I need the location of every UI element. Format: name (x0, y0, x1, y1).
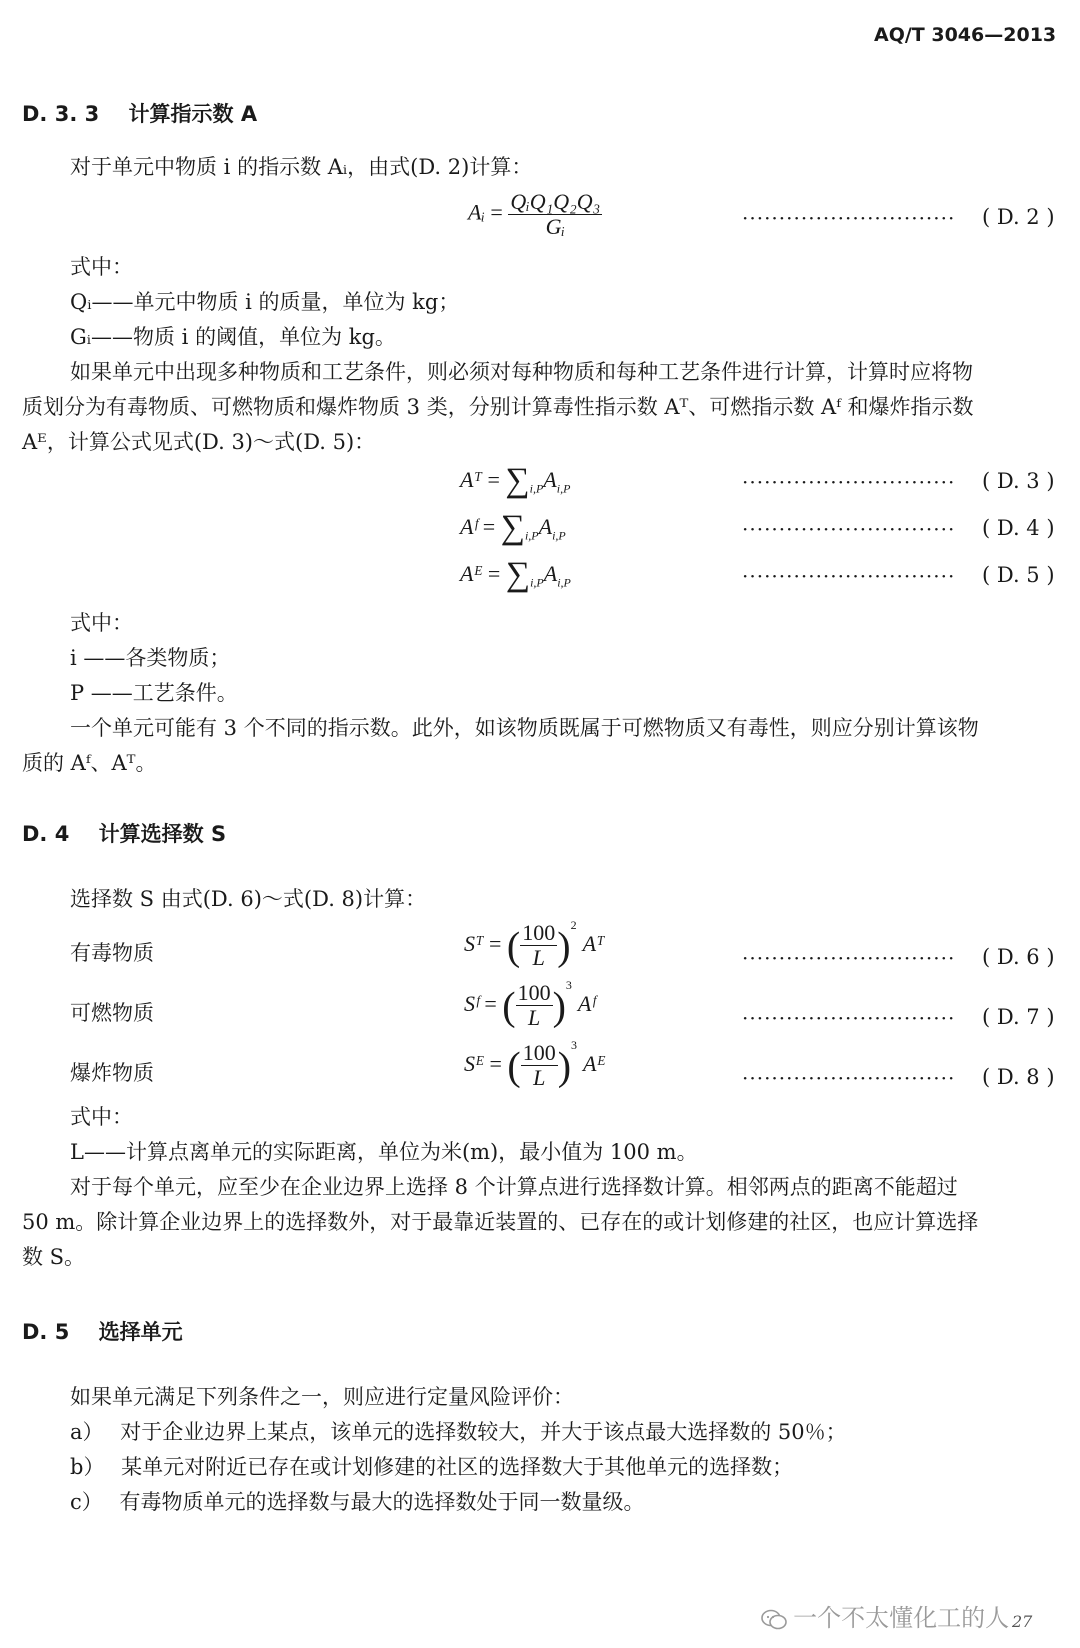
list-marker: a） (70, 1420, 104, 1444)
page-number: 27 (1012, 1612, 1033, 1631)
list-marker: b） (70, 1455, 105, 1479)
watermark-text: 一个不太懂化工的人 (793, 1604, 1010, 1632)
paragraph-line: 质划分为有毒物质、可燃物质和爆炸物质 3 类，分别计算毒性指示数 Aᵀ、可燃指示数 Aᶠ 和爆炸指示数 (22, 395, 974, 419)
equation-d8: Sᴱ = ( $\frac{100}{L}$ )$^3$Aᴱ (464, 1038, 606, 1091)
section-title: 计算选择数 S (98, 822, 227, 846)
definition-qi: Qᵢ——单元中物质 i 的质量，单位为 kg； (70, 290, 460, 314)
eq-rhs: A (543, 561, 558, 586)
eq-denominator: L (533, 1065, 546, 1091)
eq-numerator: 100 (517, 980, 551, 1006)
equation-label: ( D. 4 ) (982, 516, 1055, 540)
equation-label: ( D. 6 ) (982, 945, 1055, 969)
equation-label: ( D. 3 ) (982, 469, 1055, 493)
paragraph: 选择数 S 由式(D. 6)～式(D. 8)计算： (70, 887, 427, 911)
where-label: 式中： (70, 611, 133, 635)
eq-sub: i,P (530, 575, 544, 590)
paragraph-line: 对于每个单元，应至少在企业边界上选择 8 个计算点进行选择数计算。相邻两点的距离不能超过 (70, 1175, 958, 1199)
paragraph-line: 如果单元中出现多种物质和工艺条件，则必须对每种物质和每种工艺条件进行计算，计算时应将物 (70, 360, 973, 384)
paragraph-line: Aᴱ，计算公式见式(D. 3)～式(D. 5)： (22, 430, 376, 454)
list-item-text: 对于企业边界上某点，该单元的选择数较大，并大于该点最大选择数的 50％； (120, 1420, 847, 1444)
eq-lhs: Sᶠ (464, 991, 479, 1016)
eq-denominator: L (532, 945, 545, 971)
section-title: 选择单元 (98, 1320, 183, 1344)
section-number: D. 5 (22, 1320, 70, 1344)
dot-leader: ····························· (742, 564, 956, 588)
paragraph: 对于单元中物质 i 的指示数 Aᵢ，由式(D. 2)计算： (70, 155, 533, 179)
definition-l: L——计算点离单元的实际距离，单位为米(m)，最小值为 100 m。 (70, 1140, 698, 1164)
equation-label: ( D. 2 ) (982, 205, 1055, 229)
list-item-text: 某单元对附近已存在或计划修建的社区的选择数大于其他单元的选择数； (121, 1455, 794, 1479)
dot-leader: ····························· (742, 206, 956, 230)
eq-sub: i,P (557, 575, 571, 590)
list-item (70, 1450, 793, 1484)
section-heading-d4 (22, 818, 226, 848)
equation-d3: Aᵀ = $\sum_{i,P}A_{i,P}$ (460, 462, 571, 499)
eq-tail: Aᴱ (583, 1051, 606, 1076)
eq-lhs: Sᴱ (464, 1051, 484, 1076)
list-marker: c） (70, 1490, 103, 1514)
eq-numerator: 100 (522, 920, 556, 946)
section-number: D. 3. 3 (22, 102, 100, 126)
equation-d5: Aᴱ = $\sum_{i,P}A_{i,P}$ (460, 556, 571, 593)
substance-name: 可燃物质 (70, 1001, 154, 1025)
eq-exponent: 3 (571, 1038, 578, 1052)
paragraph-line: 50 m。除计算企业边界上的选择数外，对于最靠近装置的、已存在的或计划修建的社区，也应计算选择 (22, 1210, 979, 1234)
equation-d4: Aᶠ = $\sum_{i,P}A_{i,P}$ (460, 509, 566, 546)
watermark (760, 1598, 1009, 1636)
dot-leader: ····························· (742, 1066, 956, 1090)
eq-denominator: L (527, 1005, 541, 1031)
eq-sub: i,P (529, 481, 544, 496)
eq-tail: Aᵀ (582, 931, 605, 956)
eq-denominator: Gᵢ (545, 214, 566, 239)
eq-sub: i,P (524, 528, 539, 543)
eq-lhs: Aᴱ (460, 561, 483, 586)
eq-rhs: A (538, 514, 553, 539)
equation-label: ( D. 5 ) (982, 563, 1055, 587)
substance-name: 爆炸物质 (70, 1061, 154, 1085)
section-heading-d33 (22, 98, 257, 128)
definition-i: i ——各类物质； (70, 646, 231, 670)
eq-lhs: Sᵀ (464, 931, 484, 956)
eq-numerator: QᵢQ₁Q₂Q₃ (510, 189, 601, 214)
paragraph-line: 数 S。 (22, 1245, 86, 1269)
equation-label: ( D. 7 ) (982, 1005, 1055, 1029)
definition-p: P ——工艺条件。 (70, 681, 238, 705)
eq-rhs: A (543, 467, 557, 492)
standard-code: AQ/T 3046—2013 (874, 24, 1057, 46)
eq-sub: i,P (552, 528, 566, 543)
eq-tail: Aᶠ (577, 991, 596, 1016)
equation-d7: Sᶠ = ( $\frac{100}{L}$ )$^3$Aᶠ (464, 978, 596, 1031)
dot-leader: ····························· (742, 1006, 956, 1030)
eq-fraction (508, 190, 602, 239)
eq-lhs: Aᶠ (460, 514, 478, 539)
eq-exponent: 3 (565, 978, 572, 992)
where-label: 式中： (70, 1105, 133, 1129)
section-number: D. 4 (22, 822, 70, 846)
list-item (70, 1415, 847, 1449)
list-item-text: 有毒物质单元的选择数与最大的选择数处于同一数量级。 (119, 1490, 645, 1514)
dot-leader: ····························· (742, 517, 956, 541)
eq-lhs: Aᵢ (468, 199, 485, 225)
dot-leader: ····························· (742, 946, 956, 970)
section-title: 计算指示数 A (128, 102, 258, 126)
where-label: 式中： (70, 255, 133, 279)
eq-sub: i,P (556, 481, 571, 496)
wechat-icon (760, 1608, 788, 1636)
section-heading-d5 (22, 1316, 183, 1346)
paragraph-line: 质的 Aᶠ、Aᵀ。 (22, 751, 157, 775)
definition-gi: Gᵢ——物质 i 的阈值，单位为 kg。 (70, 325, 396, 349)
eq-numerator: 100 (522, 1040, 556, 1066)
equation-label: ( D. 8 ) (982, 1065, 1055, 1089)
paragraph: 如果单元满足下列条件之一，则应进行定量风险评价： (70, 1385, 574, 1409)
dot-leader: ····························· (742, 470, 956, 494)
paragraph-line: 一个单元可能有 3 个不同的指示数。此外，如该物质既属于可燃物质又有毒性，则应分别计算该物 (70, 716, 979, 740)
eq-exponent: 2 (570, 918, 577, 932)
list-item (70, 1485, 644, 1519)
equation-d2: Aᵢ = $\frac{\text{QᵢQ₁Q₂Q₃}}{\text{Gᵢ}}$ (468, 189, 601, 239)
equation-d6: Sᵀ = ( $\frac{100}{L}$ )$^2$Aᵀ (464, 918, 605, 971)
substance-name: 有毒物质 (70, 941, 154, 965)
eq-lhs: Aᵀ (460, 467, 482, 492)
